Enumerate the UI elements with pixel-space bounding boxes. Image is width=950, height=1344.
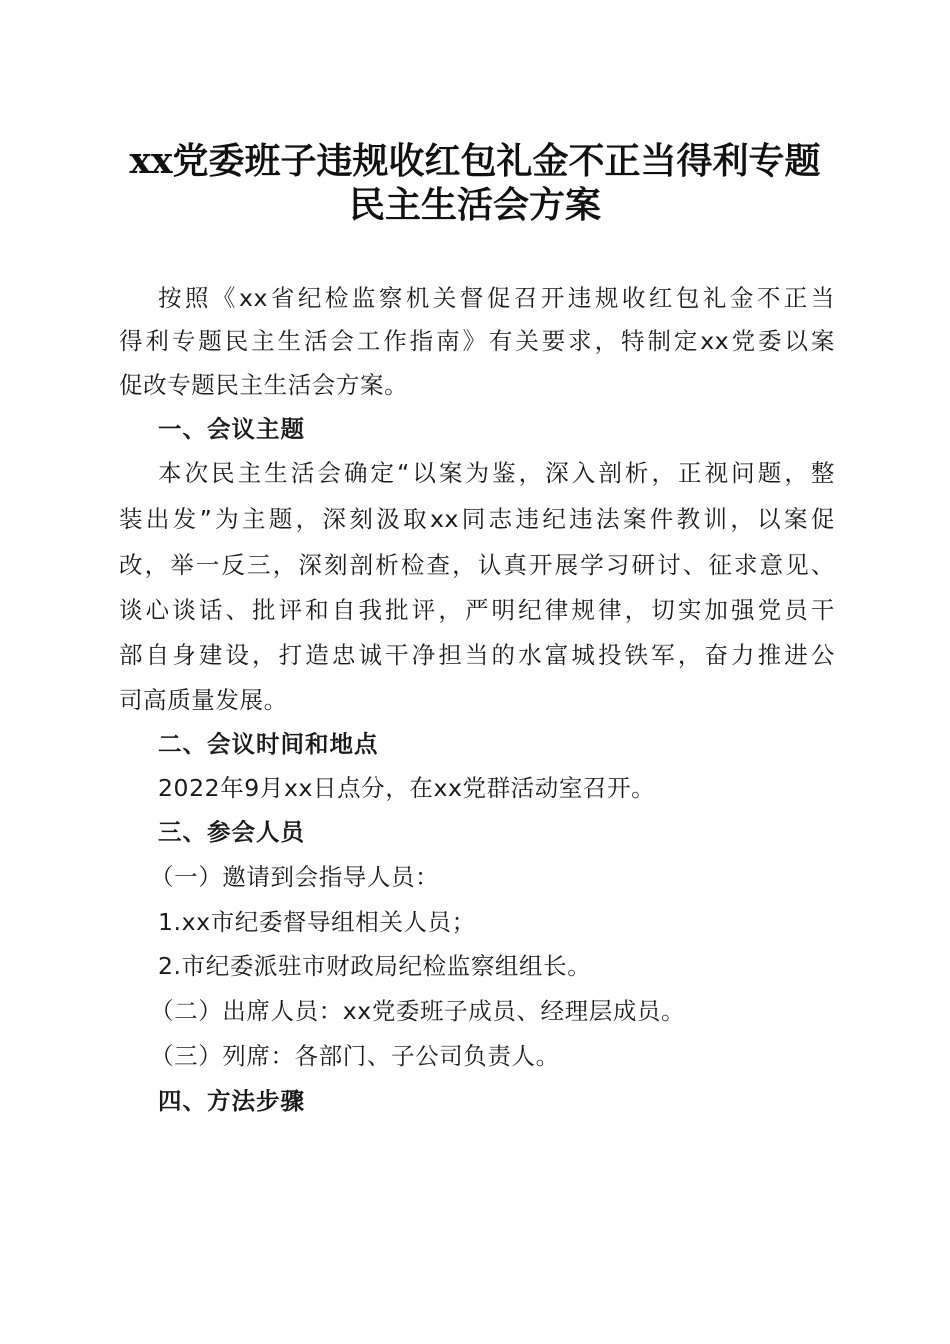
section2-paragraph: 2022年9月xx日点分，在xx党群活动室召开。 — [158, 774, 656, 802]
section1-line-6: 司高质量发展。 — [119, 686, 288, 714]
intro-line-1: 按照《xx省纪检监察机关督促召开违规收红包礼金不正当 — [158, 284, 835, 312]
section3-item-1: 1.xx市纪委督导组相关人员； — [158, 908, 476, 936]
section3-sub-invited: （一）邀请到会指导人员： — [150, 863, 440, 891]
intro-line-2: 得利专题民主生活会工作指南》有关要求，特制定xx党委以案 — [119, 327, 835, 355]
section3-heading: 三、参会人员 — [158, 818, 305, 846]
section2-heading: 二、会议时间和地点 — [158, 730, 379, 758]
section3-item-2: 2.市纪委派驻市财政局纪检监察组组长。 — [158, 952, 592, 980]
section3-sub-attendees: （二）出席人员：xx党委班子成员、经理层成员。 — [150, 997, 686, 1025]
section1-line-1: 本次民主生活会确定“以案为鉴，深入剖析，正视问题，整 — [158, 459, 835, 487]
document-title-line-2: 民主生活会方案 — [348, 184, 601, 226]
section1-line-2: 装出发”为主题，深刻汲取xx同志违纪违法案件教训，以案促 — [119, 505, 835, 533]
section4-heading: 四、方法步骤 — [158, 1087, 305, 1115]
section3-sub-observers: （三）列席：各部门、子公司负责人。 — [150, 1042, 560, 1070]
document-title-line-1: xx党委班子违规收红包礼金不正当得利专题 — [129, 140, 821, 182]
section1-heading: 一、会议主题 — [158, 415, 305, 443]
section1-line-4: 谈心谈话、批评和自我批评，严明纪律规律，切实加强党员干 — [119, 596, 835, 624]
section1-line-3: 改，举一反三，深刻剖析检查，认真开展学习研讨、征求意见、 — [119, 551, 835, 579]
intro-line-3: 促改专题民主生活会方案。 — [119, 371, 409, 399]
section1-line-5: 部自身建设，打造忠诚干净担当的水富城投铁军，奋力推进公 — [119, 641, 835, 669]
